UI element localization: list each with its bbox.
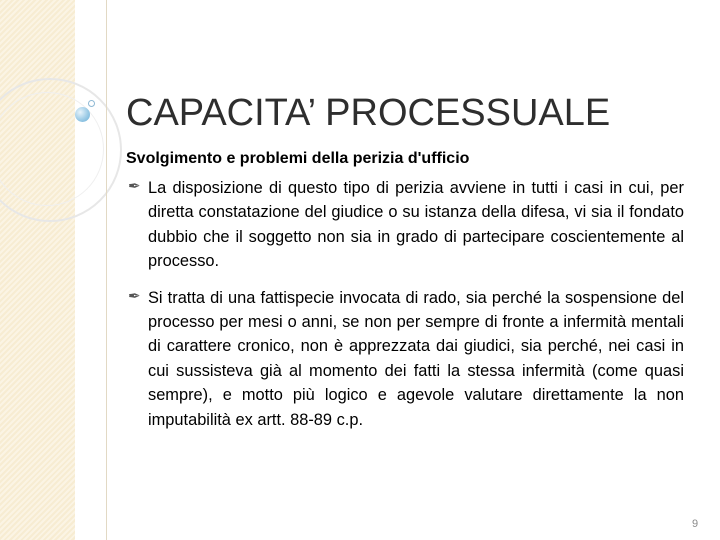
decorative-dot-large — [75, 107, 90, 122]
bullet-list — [126, 176, 684, 444]
bullet-item — [126, 176, 684, 274]
slide-subtitle: Svolgimento e problemi della perizia d'ufficio — [126, 150, 470, 167]
decorative-vertical-line — [106, 0, 107, 540]
decorative-dot-small — [88, 100, 95, 107]
quill-bullet-icon: ✒ — [128, 178, 141, 195]
bullet-text: Si tratta di una fattispecie invocata di rado, sia perché la sospensione del processo per mesi o anni, se non per sempre di fronte a infermità mentali di carattere cronico, non è apprezzata dai giudici, sia perché, nei casi in cui sussisteva già al momento dei fatti la stessa infermità (come quasi sempre), e motto più logico e agevole valutare direttamente la non imputabilità ex artt. 88-89 c.p. — [148, 288, 684, 429]
bullet-item — [126, 286, 684, 432]
quill-bullet-icon: ✒ — [128, 287, 141, 305]
page-number: 9 — [692, 518, 699, 530]
slide-title: CAPACITA’ PROCESSUALE — [126, 92, 611, 134]
bullet-text: La disposizione di questo tipo di perizia avviene in tutti i casi in cui, per diretta constatazione del giudice o su istanza della difesa, vi sia il fondato dubbio che il soggetto non sia in grado di partecipare coscientemente al processo. — [148, 179, 684, 271]
